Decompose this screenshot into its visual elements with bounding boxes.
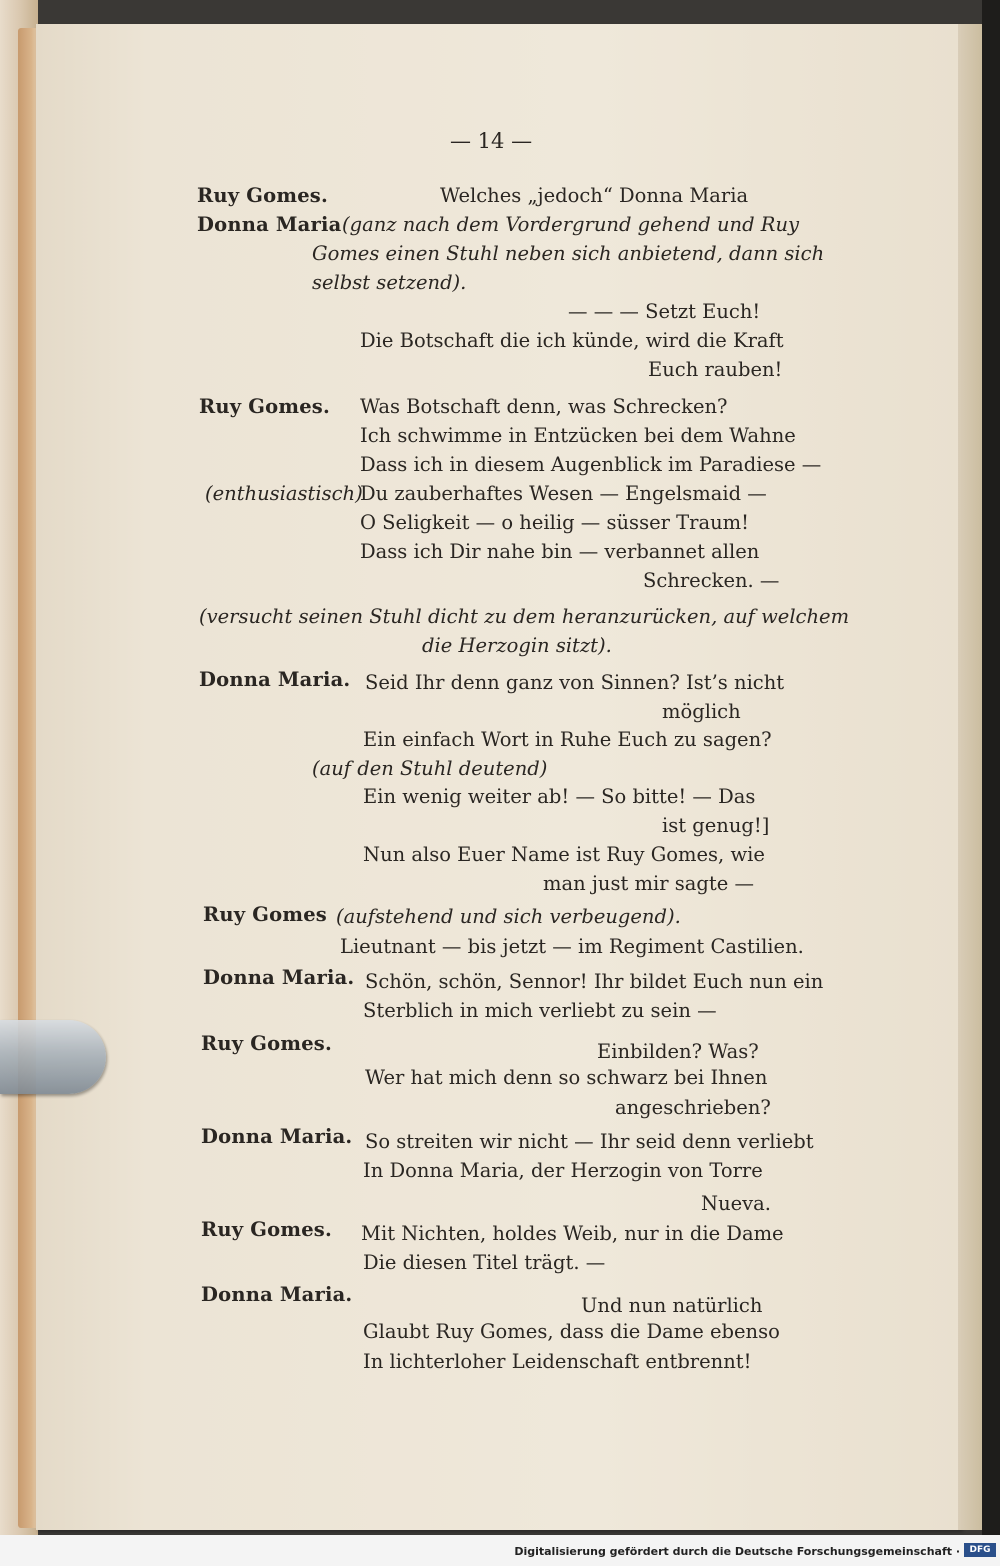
text-line: So streiten wir nicht — Ihr seid denn verliebt xyxy=(365,1130,814,1153)
text-line: möglich xyxy=(662,700,741,723)
text-line: angeschrieben? xyxy=(615,1096,771,1119)
text-line: Nueva. xyxy=(701,1192,772,1215)
text-line: O Seligkeit — o heilig — süsser Traum! xyxy=(360,511,749,534)
text-line: Ich schwimme in Entzücken bei dem Wahne xyxy=(360,424,796,447)
scan-border xyxy=(982,0,1000,1535)
text-line: Du zauberhaftes Wesen — Engelsmaid — xyxy=(360,482,767,505)
text-line: Schön, schön, Sennor! Ihr bildet Euch nun ein xyxy=(365,970,824,993)
stage-direction: selbst setzend). xyxy=(312,271,467,294)
stage-direction: Gomes einen Stuhl neben sich anbietend, dann sich xyxy=(312,242,825,265)
speaker-label: Donna Maria. xyxy=(201,1283,353,1306)
text-line: Was Botschaft denn, was Schrecken? xyxy=(360,395,728,418)
stage-direction: die Herzogin sitzt). xyxy=(422,634,612,657)
stage-direction: (auf den Stuhl deutend) xyxy=(312,757,548,780)
speaker-label: Donna Maria xyxy=(197,213,342,236)
text-line: Dass ich in diesem Augenblick im Paradiese — xyxy=(360,453,822,476)
page-number: — 14 — xyxy=(450,129,533,153)
text-line: Welches „jedoch“ Donna Maria xyxy=(440,184,749,207)
speaker-label: Donna Maria. xyxy=(201,1125,353,1148)
page-stack-edge xyxy=(958,24,982,1530)
speaker-label: Donna Maria. xyxy=(203,966,355,989)
speaker-label: Ruy Gomes. xyxy=(197,184,328,207)
text-line: Die diesen Titel trägt. — xyxy=(363,1251,606,1274)
text-line: Einbilden? Was? xyxy=(597,1040,759,1063)
text-line: Euch rauben! xyxy=(648,358,783,381)
text-line: — — — Setzt Euch! xyxy=(568,300,761,323)
text-line: Seid Ihr denn ganz von Sinnen? Ist’s nicht xyxy=(365,671,785,694)
text-line: Ein wenig weiter ab! — So bitte! — Das xyxy=(363,785,756,808)
text-line: In Donna Maria, der Herzogin von Torre xyxy=(363,1159,763,1182)
text-line: Glaubt Ruy Gomes, dass die Dame ebenso xyxy=(363,1320,780,1343)
text-line: ist genug!] xyxy=(662,814,770,837)
stage-direction: (ganz nach dem Vordergrund gehend und Ruy xyxy=(342,213,800,236)
text-line: Ein einfach Wort in Ruhe Euch zu sagen? xyxy=(363,728,772,751)
page-clip xyxy=(0,1020,106,1094)
text-line: Nun also Euer Name ist Ruy Gomes, wie xyxy=(363,843,765,866)
text-line: Dass ich Dir nahe bin — verbannet allen xyxy=(360,540,760,563)
text-line: Schrecken. — xyxy=(643,569,780,592)
text-line: In lichterloher Leidenschaft entbrennt! xyxy=(363,1350,752,1373)
text-line: Wer hat mich denn so schwarz bei Ihnen xyxy=(365,1066,768,1089)
speaker-label: Ruy Gomes xyxy=(203,903,327,926)
stage-direction: (versucht seinen Stuhl dicht zu dem heranzurücken, auf welchem xyxy=(199,605,850,628)
stage-direction: (aufstehend und sich verbeugend). xyxy=(336,905,681,928)
speaker-label: Donna Maria. xyxy=(199,668,351,691)
dfg-logo: DFG xyxy=(964,1543,996,1557)
text-line: Sterblich in mich verliebt zu sein — xyxy=(363,999,717,1022)
text-line: man just mir sagte — xyxy=(543,872,754,895)
text-line: Mit Nichten, holdes Weib, nur in die Dame xyxy=(361,1222,784,1245)
stage-direction: (enthusiastisch) xyxy=(205,482,363,505)
speaker-label: Ruy Gomes. xyxy=(199,395,330,418)
text-line: Die Botschaft die ich künde, wird die Kraft xyxy=(360,329,784,352)
text-line: Lieutnant — bis jetzt — im Regiment Castilien. xyxy=(340,935,804,958)
text-line: Und nun natürlich xyxy=(581,1294,763,1317)
speaker-label: Ruy Gomes. xyxy=(201,1032,332,1055)
footer-credit: Digitalisierung gefördert durch die Deutsche Forschungsgemeinschaft · xyxy=(514,1545,960,1558)
speaker-label: Ruy Gomes. xyxy=(201,1218,332,1241)
